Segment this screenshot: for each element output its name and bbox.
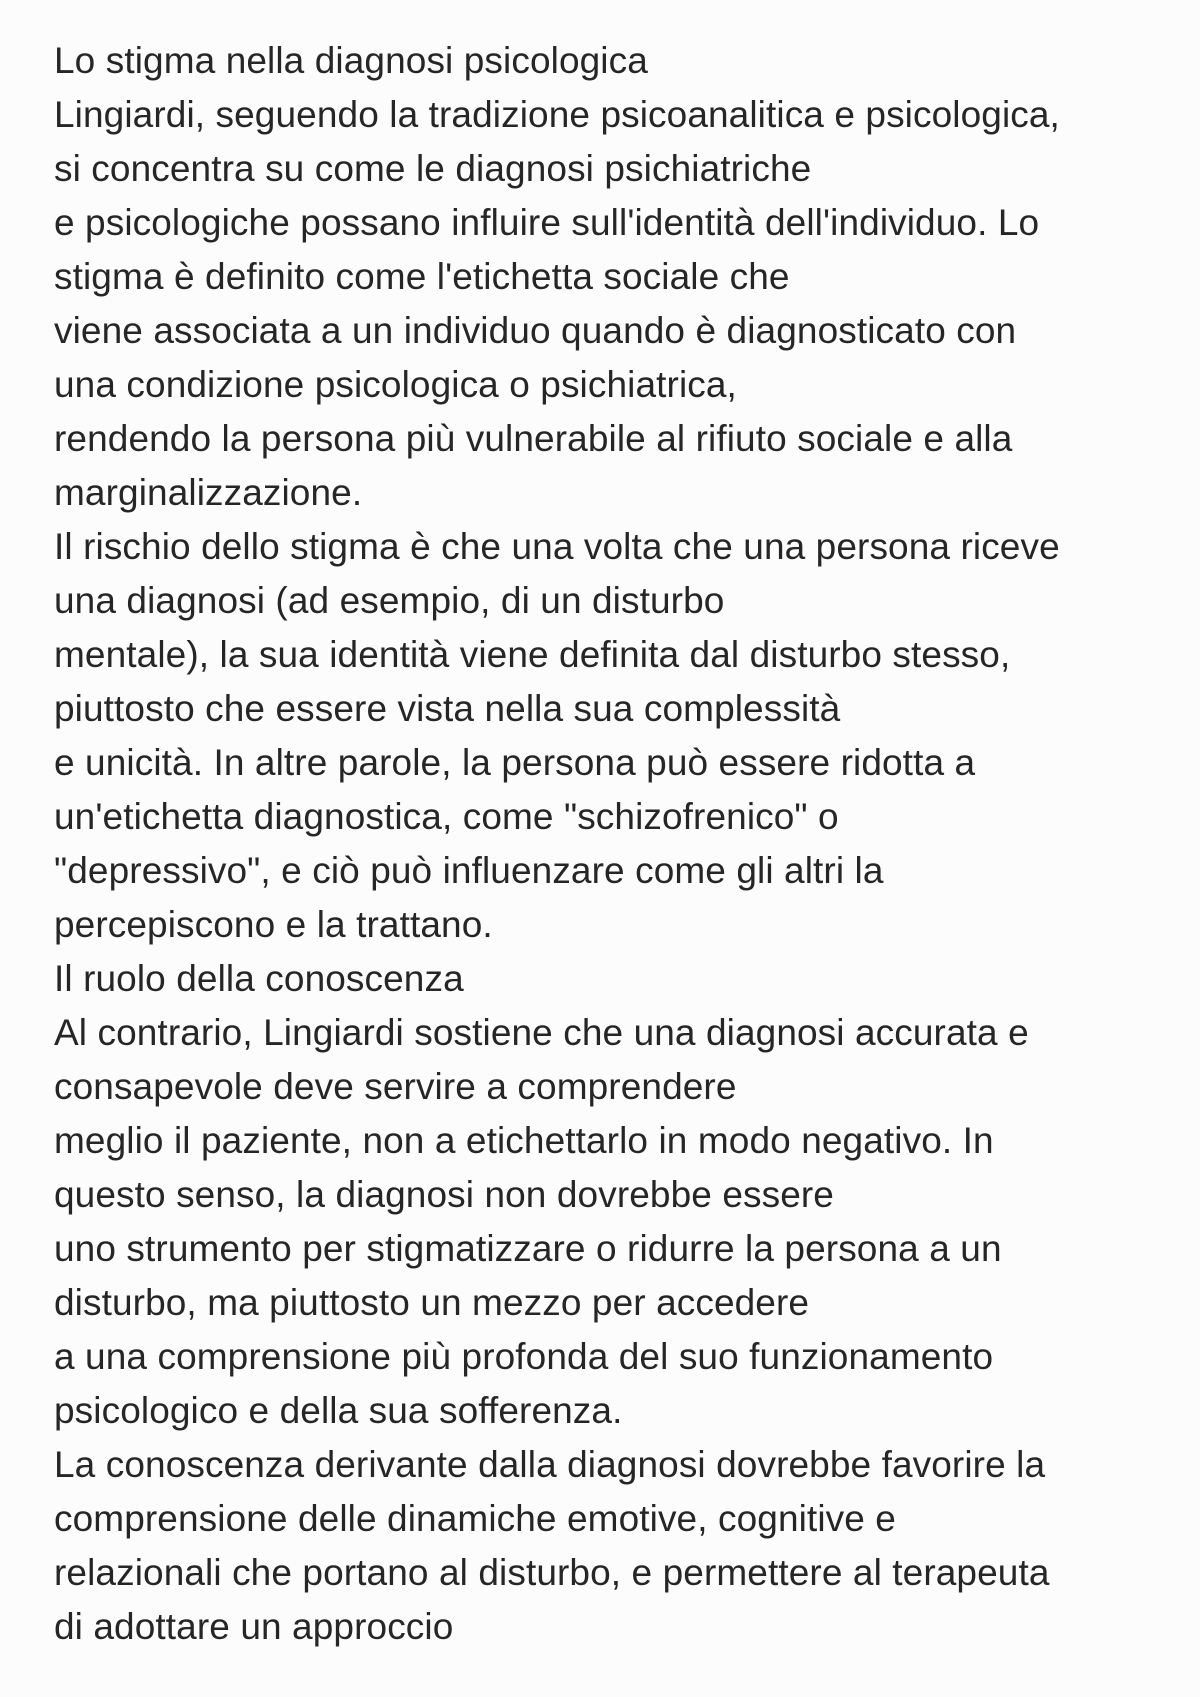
text-line: Lingiardi, seguendo la tradizione psicoanalitica e psicologica, [54, 94, 1060, 135]
text-line: Il rischio dello stigma è che una volta che una persona riceve [54, 526, 1060, 567]
text-line: di adottare un approccio [54, 1606, 454, 1647]
text-line: uno strumento per stigmatizzare o ridurre la persona a un [54, 1228, 1002, 1269]
text-line: un'etichetta diagnostica, come "schizofrenico" o [54, 796, 839, 837]
text-line: meglio il paziente, non a etichettarlo in modo negativo. In [54, 1120, 994, 1161]
text-line: viene associata a un individuo quando è diagnosticato con [54, 310, 1017, 351]
text-line: Al contrario, Lingiardi sostiene che una diagnosi accurata e [54, 1012, 1029, 1053]
text-line: relazionali che portano al disturbo, e permettere al terapeuta [54, 1552, 1050, 1593]
text-line: disturbo, ma piuttosto un mezzo per accedere [54, 1282, 810, 1323]
text-line: e unicità. In altre parole, la persona può essere ridotta a [54, 742, 976, 783]
document-text [54, 34, 1174, 1654]
text-line: consapevole deve servire a comprendere [54, 1066, 737, 1107]
text-line: una condizione psicologica o psichiatrica, [54, 364, 737, 405]
text-line: a una comprensione più profonda del suo funzionamento [54, 1336, 994, 1377]
text-line: mentale), la sua identità viene definita dal disturbo stesso, [54, 634, 1011, 675]
text-line: La conoscenza derivante dalla diagnosi dovrebbe favorire la [54, 1444, 1046, 1485]
section-heading: Il ruolo della conoscenza [54, 958, 464, 999]
text-line: comprensione delle dinamiche emotive, cognitive e [54, 1498, 896, 1539]
section-heading: Lo stigma nella diagnosi psicologica [54, 40, 648, 81]
text-line: rendendo la persona più vulnerabile al rifiuto sociale e alla [54, 418, 1013, 459]
text-line: "depressivo", e ciò può influenzare come gli altri la [54, 850, 884, 891]
text-line: si concentra su come le diagnosi psichiatriche [54, 148, 812, 189]
text-line: marginalizzazione. [54, 472, 363, 513]
text-line: stigma è definito come l'etichetta sociale che [54, 256, 790, 297]
text-line: psicologico e della sua sofferenza. [54, 1390, 623, 1431]
text-line: una diagnosi (ad esempio, di un disturbo [54, 580, 725, 621]
text-line: percepiscono e la trattano. [54, 904, 493, 945]
text-line: piuttosto che essere vista nella sua complessità [54, 688, 841, 729]
text-line: questo senso, la diagnosi non dovrebbe essere [54, 1174, 834, 1215]
text-line: e psicologiche possano influire sull'identità dell'individuo. Lo [54, 202, 1040, 243]
